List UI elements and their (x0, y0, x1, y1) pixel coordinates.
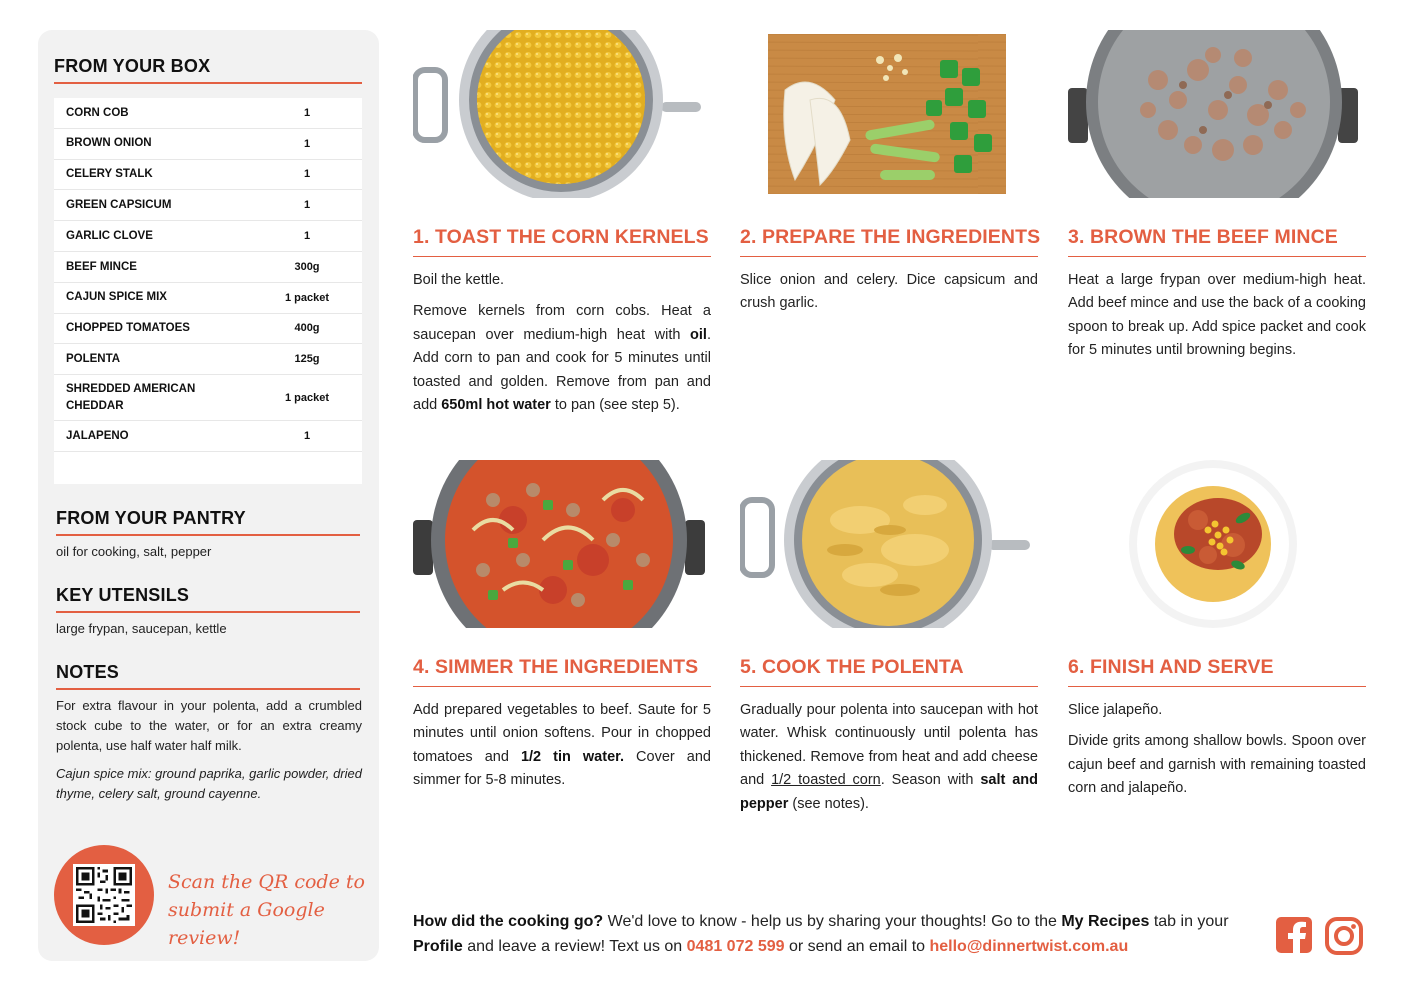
ingredient-name: CAJUN SPICE MIX (66, 291, 167, 304)
ingredient-name: BEEF MINCE (66, 260, 137, 273)
step-2-title: 2. PREPARE THE INGREDIENTS (740, 226, 1038, 257)
table-row (54, 160, 362, 191)
divider (54, 82, 362, 84)
phone-link[interactable]: 0481 072 599 (686, 938, 785, 955)
step-2-body (740, 269, 1038, 316)
step-5-text: Gradually pour polenta into saucepan with hot water. Whisk continuously until polenta has thickened. Remove from heat and add cheese and 1/2 toasted corn. Season with salt and pepper (see notes). (740, 702, 1038, 812)
step-2-photo (740, 30, 1038, 198)
ingredient-qty: 300g (294, 260, 320, 273)
profile-link[interactable]: Profile (413, 938, 463, 955)
step-5-title: 5. COOK THE POLENTA (740, 656, 1038, 687)
ingredients-table (54, 98, 362, 484)
qr-code[interactable] (54, 845, 154, 945)
table-row (54, 221, 362, 252)
step-2 (740, 30, 1041, 324)
email-link[interactable]: hello@dinnertwist.com.au (929, 938, 1129, 955)
table-row (54, 375, 362, 421)
step-3-photo (1068, 30, 1366, 198)
from-your-box-heading: FROM YOUR BOX (54, 56, 211, 76)
notes-heading: NOTES (56, 662, 120, 682)
step-6-text: Slice jalapeño. (1068, 702, 1163, 718)
table-row (54, 190, 362, 221)
ingredient-name: GREEN CAPSICUM (66, 198, 172, 211)
ingredient-qty: 1 (303, 106, 311, 119)
table-row (54, 129, 362, 160)
qr-caption-line2: submit a Google review! (168, 899, 325, 949)
feedback-footer: How did the cooking go? We'd love to know - help us by sharing your thoughts! Go to the My Recipes tab in your Profile and leave a review! Text us on 0481 072 599 or send an email to hello@dinnertwist.com.au (413, 913, 1229, 955)
step-5-body (740, 699, 1038, 816)
step-3 (1068, 30, 1366, 371)
ingredient-qty: 1 packet (284, 391, 330, 404)
ingredient-qty: 1 (303, 199, 311, 212)
step-1-photo (413, 30, 711, 198)
step-6-body (1068, 699, 1366, 801)
step-4-photo (413, 460, 711, 628)
step-1-text: Remove kernels from corn cobs. Heat a saucepan over medium-high heat with oil. Add corn to pan and cook for 5 minutes until toasted and golden. Remove from pan and add 650ml hot water to pan (see step 5). (413, 303, 711, 414)
ingredient-name: JALAPENO (66, 429, 129, 442)
ingredient-name: CHOPPED TOMATOES (66, 322, 190, 335)
utensils-heading: KEY UTENSILS (56, 585, 190, 605)
step-3-body (1068, 269, 1366, 363)
step-4 (413, 460, 711, 801)
utensils-text: large frypan, saucepan, kettle (56, 621, 227, 636)
ingredient-name: CORN COB (66, 106, 129, 119)
facebook-icon[interactable] (1276, 917, 1314, 955)
ingredient-name: POLENTA (66, 352, 121, 365)
table-row (54, 98, 362, 129)
step-6-photo (1068, 460, 1366, 628)
instagram-icon[interactable] (1325, 917, 1363, 955)
qr-caption (168, 868, 368, 952)
table-row (54, 252, 362, 283)
step-1-body (413, 269, 711, 417)
ingredient-qty: 125g (294, 353, 320, 366)
footer-question: How did the cooking go? (413, 913, 604, 930)
qr-code-icon (73, 864, 135, 926)
step-5 (740, 460, 1038, 824)
table-row (54, 344, 362, 375)
ingredient-qty: 400g (294, 322, 320, 335)
ingredients-panel (38, 30, 379, 961)
spice-mix-note: Cajun spice mix: ground paprika, garlic powder, dried thyme, celery salt, ground cayenne. (56, 766, 362, 801)
step-3-text: Heat a large frypan over medium-high heat. Add beef mince and use the back of a cooking spoon to break up. Add spice packet and cook for 5 minutes until browning begins. (1068, 272, 1366, 359)
ingredient-qty: 1 (303, 137, 311, 150)
step-1-title: 1. TOAST THE CORN KERNELS (413, 226, 711, 257)
ingredient-qty: 1 (303, 430, 311, 443)
step-2-text: Slice onion and celery. Dice capsicum and crush garlic. (740, 272, 1038, 312)
step-4-title: 4. SIMMER THE INGREDIENTS (413, 656, 711, 687)
divider (56, 534, 360, 536)
step-4-text: Add prepared vegetables to beef. Saute for 5 minutes until onion softens. Pour in chopped tomatoes and 1/2 tin water. Cover and simmer for 5-8 minutes. (413, 702, 711, 789)
step-1 (413, 30, 711, 425)
divider (56, 688, 360, 690)
divider (56, 611, 360, 613)
my-recipes-link[interactable]: My Recipes (1061, 913, 1150, 930)
notes-text: For extra flavour in your polenta, add a crumbled stock cube to the water, or for an extra creamy polenta, use half water half milk. (56, 698, 362, 753)
step-3-title: 3. BROWN THE BEEF MINCE (1068, 226, 1366, 257)
table-row (54, 421, 362, 452)
ingredient-name: CELERY STALK (66, 168, 153, 181)
step-6-title: 6. FINISH AND SERVE (1068, 656, 1366, 687)
step-6 (1068, 460, 1366, 809)
ingredient-qty: 1 (303, 168, 311, 181)
step-6-text: Divide grits among shallow bowls. Spoon over cajun beef and garnish with remaining toasted corn and jalapeño. (1068, 733, 1366, 797)
step-5-photo (740, 460, 1038, 628)
ingredient-name: BROWN ONION (66, 137, 152, 150)
ingredient-name: GARLIC CLOVE (66, 229, 153, 242)
ingredient-qty: 1 packet (284, 291, 330, 304)
step-1-text: Boil the kettle. (413, 272, 505, 288)
ingredient-name: SHREDDED AMERICAN CHEDDAR (66, 383, 196, 412)
step-4-body (413, 699, 711, 793)
pantry-heading: FROM YOUR PANTRY (56, 508, 246, 528)
table-row (54, 314, 362, 345)
ingredient-qty: 1 (303, 230, 311, 243)
pantry-text: oil for cooking, salt, pepper (56, 544, 212, 559)
table-row (54, 283, 362, 314)
qr-caption-line1: Scan the QR code to (168, 871, 365, 893)
